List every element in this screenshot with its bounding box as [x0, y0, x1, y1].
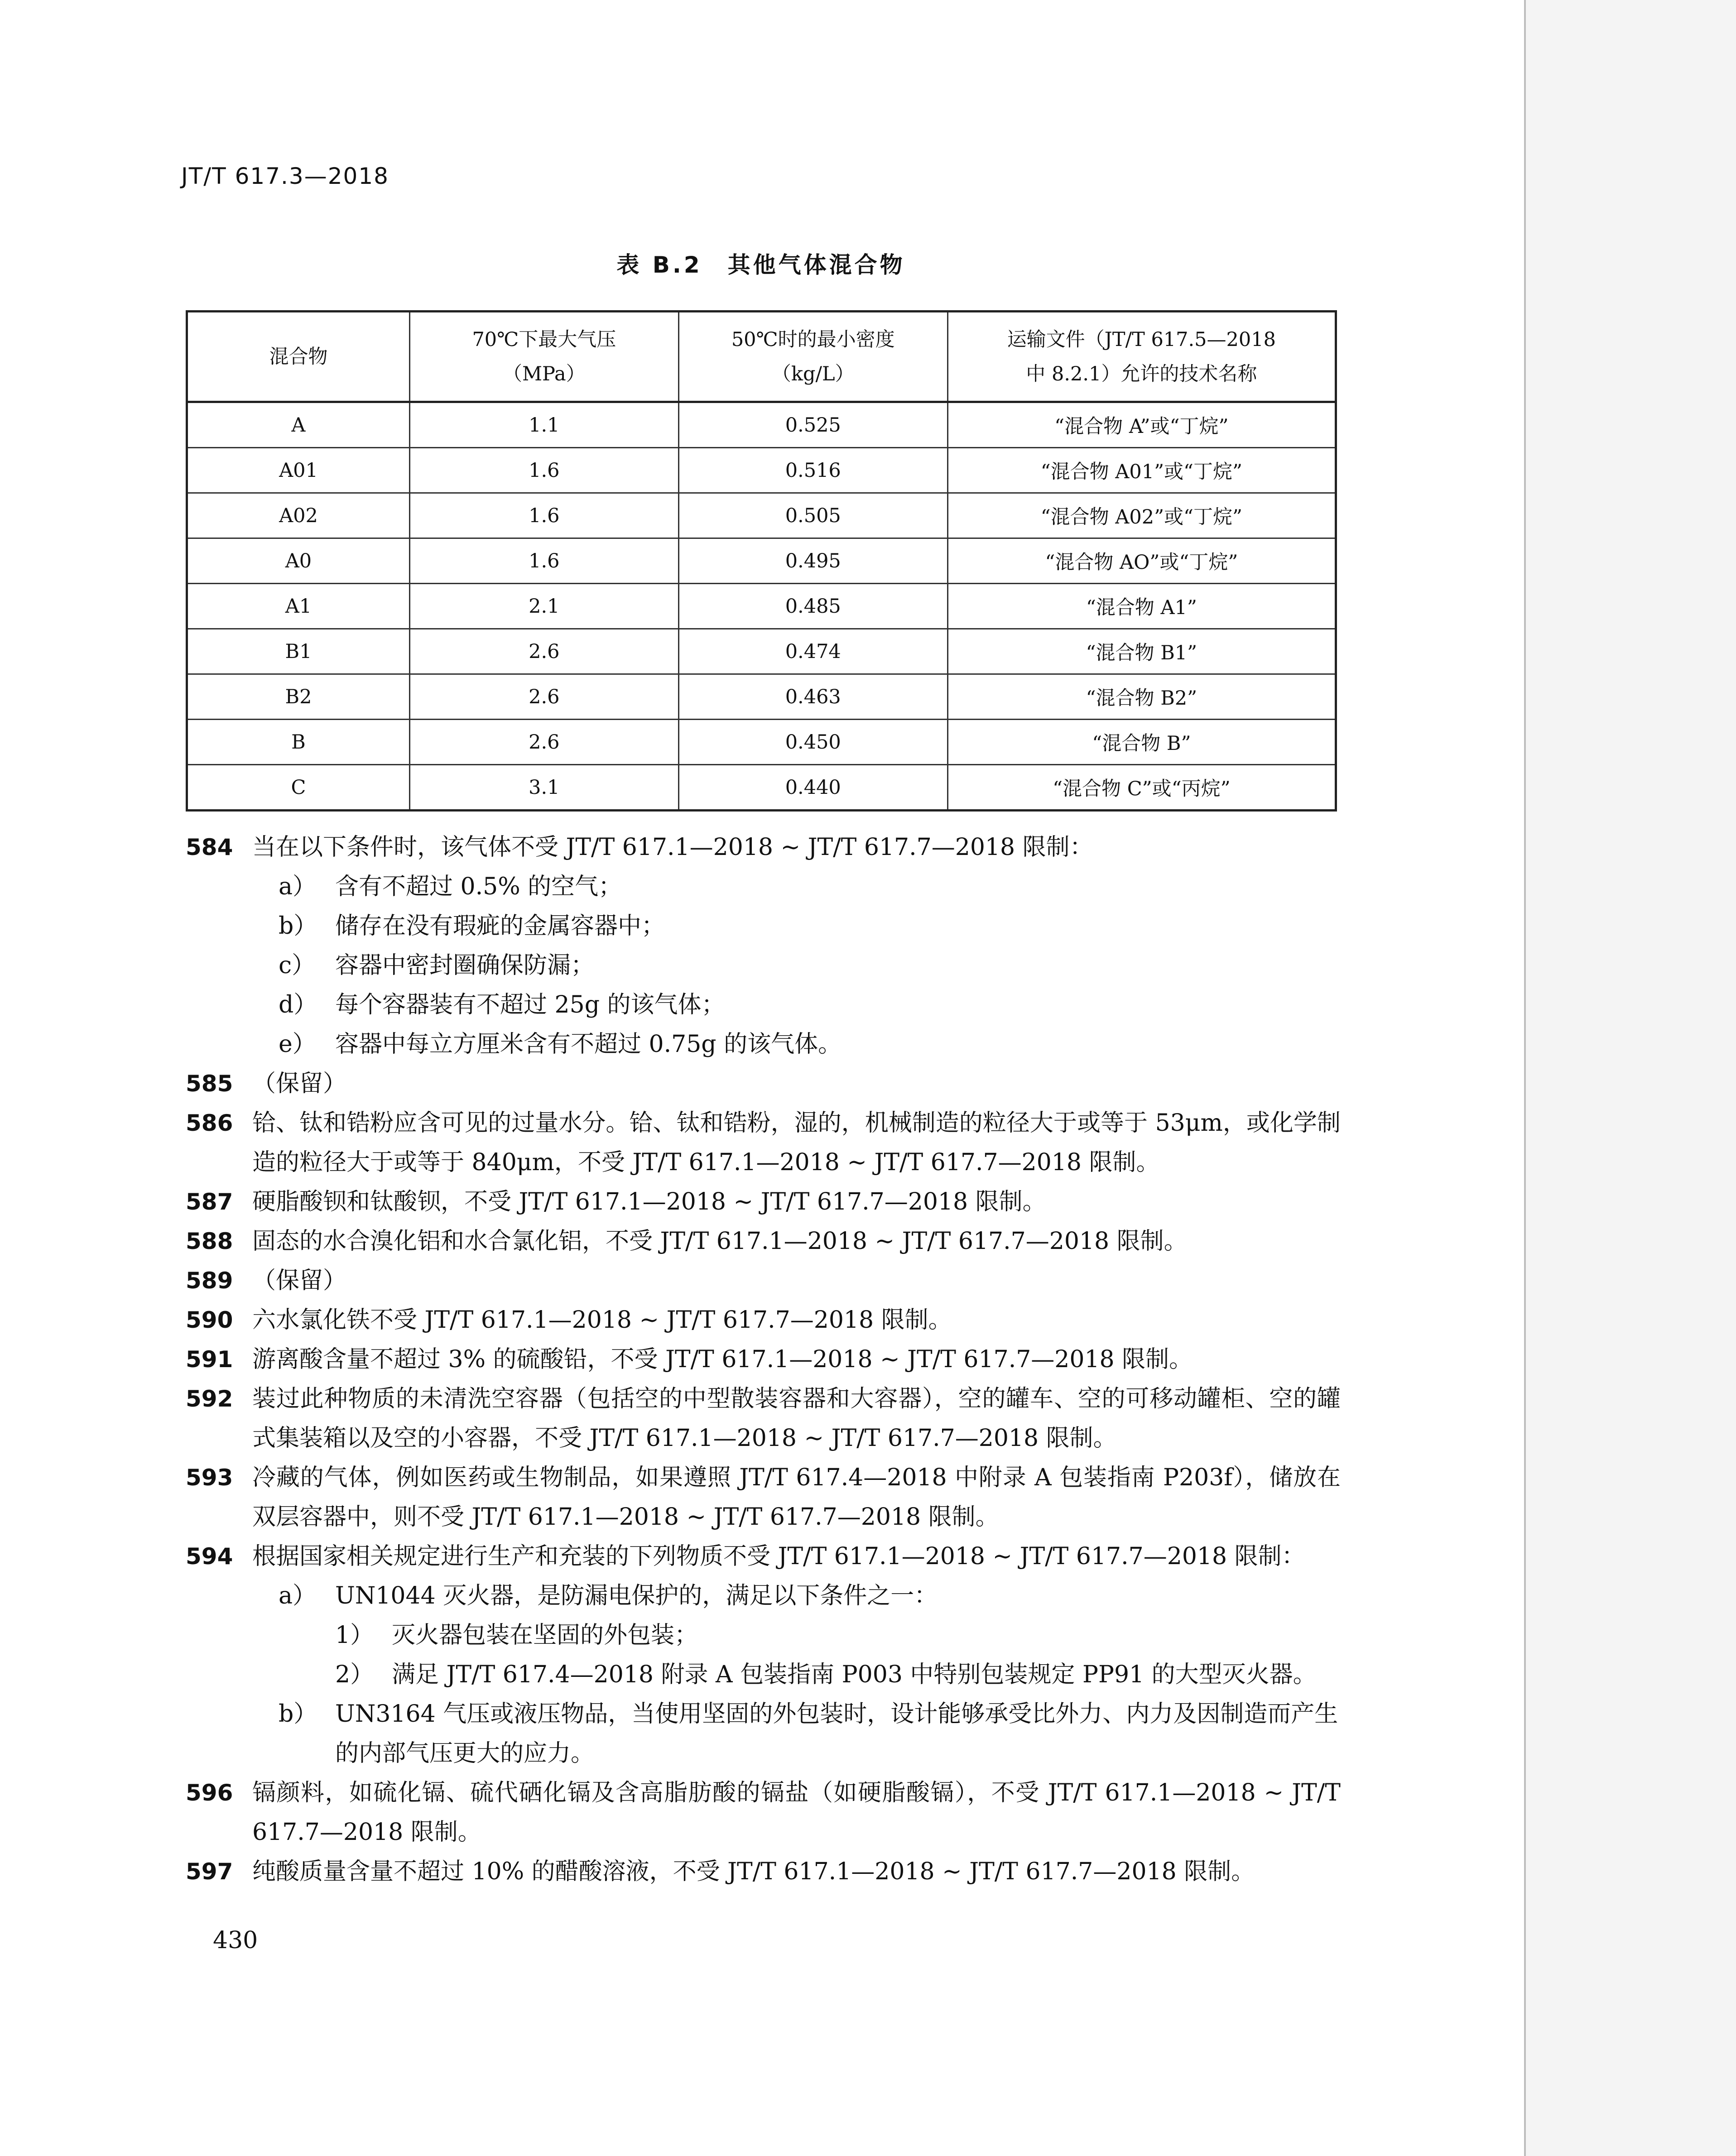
- provision-text: 纯酸质量含量不超过 10% 的醋酸溶液，不受 JT/T 617.1—2018 ~ JT/T 617.7—2018 限制。: [252, 1858, 1255, 1885]
- cell-technical-name: “混合物 A”或“丁烷”: [947, 402, 1336, 448]
- cell-mixture: A1: [187, 584, 410, 629]
- cell-technical-name: “混合物 A01”或“丁烷”: [947, 448, 1336, 493]
- provision-number: 592: [186, 1386, 233, 1412]
- cell-technical-name: “混合物 A1”: [947, 584, 1336, 629]
- table-row: [187, 402, 1336, 448]
- provision-item: [186, 1458, 1341, 1537]
- cell-mixture: A: [187, 402, 410, 448]
- cell-technical-name: “混合物 B2”: [947, 674, 1336, 720]
- provision-item: [186, 828, 1341, 867]
- page-edge-shade: [1526, 0, 1736, 2156]
- subsubitem-text: 满足 JT/T 617.4—2018 附录 A 包装指南 P003 中特别包装规定 PP91 的大型灭火器。: [392, 1661, 1317, 1688]
- provision-number: 591: [186, 1346, 233, 1373]
- provision-item: [186, 1852, 1341, 1892]
- table-row: [187, 720, 1336, 765]
- provision-subitem: [186, 867, 1341, 907]
- provision-subitem: [186, 907, 1341, 946]
- page-edge: [1524, 0, 1526, 2156]
- provision-item: [186, 1301, 1341, 1340]
- provision-item: [186, 1537, 1341, 1576]
- table-row: [187, 493, 1336, 538]
- header-line: 70℃下最大气压: [472, 328, 616, 351]
- cell-max-pressure: 1.1: [409, 402, 678, 448]
- subsubitem-text: 灭火器包装在坚固的外包装；: [392, 1622, 698, 1649]
- cell-mixture: A0: [187, 538, 410, 584]
- provision-subsubitem: [186, 1616, 1341, 1655]
- header-line: 混合物: [269, 345, 328, 368]
- provision-number: 586: [186, 1110, 233, 1136]
- subitem-text: 容器中每立方厘米含有不超过 0.75g 的该气体。: [335, 1031, 842, 1058]
- table-title: 表 B.2 其他气体混合物: [616, 252, 905, 278]
- cell-min-density: 0.463: [678, 674, 947, 720]
- cell-max-pressure: 1.6: [409, 538, 678, 584]
- provision-text: 游离酸含量不超过 3% 的硫酸铅，不受 JT/T 617.1—2018 ~ JT/T 617.7—2018 限制。: [252, 1346, 1193, 1373]
- subitem-marker: e）: [279, 1031, 316, 1058]
- provision-text: 当在以下条件时，该气体不受 JT/T 617.1—2018 ~ JT/T 617.7—2018 限制：: [252, 834, 1093, 861]
- header-cell-technical-name: [947, 312, 1336, 402]
- provision-text: 冷藏的气体，例如医药或生物制品，如果遵照 JT/T 617.4—2018 中附录 A 包装指南 P203f），储放在双层容器中，则不受 JT/T 617.1—2018 ~ JT/T 617.7—2018 限制。: [252, 1464, 1341, 1531]
- provision-number: 590: [186, 1307, 233, 1333]
- special-provisions-list: [186, 828, 1341, 1892]
- cell-mixture: B2: [187, 674, 410, 720]
- provision-subitem: [186, 1576, 1341, 1616]
- table-row: [187, 448, 1336, 493]
- provision-text: 六水氯化铁不受 JT/T 617.1—2018 ~ JT/T 617.7—2018 限制。: [252, 1306, 952, 1334]
- cell-min-density: 0.485: [678, 584, 947, 629]
- provision-subitem: [186, 1025, 1341, 1064]
- cell-mixture: C: [187, 765, 410, 811]
- table-header-row: [187, 312, 1336, 402]
- provision-number: 593: [186, 1465, 233, 1491]
- gas-mixture-table: [186, 310, 1337, 812]
- subitem-marker: a）: [279, 1582, 317, 1609]
- provision-number: 589: [186, 1268, 233, 1294]
- subitem-text: UN1044 灭火器，是防漏电保护的，满足以下条件之一：: [335, 1582, 938, 1609]
- subitem-marker: b）: [279, 1700, 317, 1728]
- subitem-text: 每个容器装有不超过 25g 的该气体；: [335, 991, 725, 1018]
- cell-max-pressure: 2.1: [409, 584, 678, 629]
- table-row: [187, 765, 1336, 811]
- provision-item: [186, 1773, 1341, 1852]
- subitem-marker: c）: [279, 952, 316, 979]
- provision-text: 装过此种物质的未清洗空容器（包括空的中型散装容器和大容器），空的罐车、空的可移动罐柜、空的罐式集装箱以及空的小容器，不受 JT/T 617.1—2018 ~ JT/T 617.7—2018 限制。: [252, 1385, 1341, 1452]
- provision-number: 587: [186, 1189, 233, 1215]
- provision-item: [186, 1340, 1341, 1379]
- table-row: [187, 584, 1336, 629]
- provision-number: 597: [186, 1858, 233, 1885]
- provision-text: 硬脂酸钡和钛酸钡，不受 JT/T 617.1—2018 ~ JT/T 617.7—2018 限制。: [252, 1188, 1046, 1215]
- provision-text: 镉颜料，如硫化镉、硫代硒化镉及含高脂肪酸的镉盐（如硬脂酸镉），不受 JT/T 617.1—2018 ~ JT/T 617.7—2018 限制。: [252, 1779, 1341, 1846]
- provision-subitem: [186, 946, 1341, 985]
- header-line: 运输文件（JT/T 617.5—2018: [1007, 328, 1276, 351]
- cell-max-pressure: 2.6: [409, 720, 678, 765]
- cell-technical-name: “混合物 B1”: [947, 629, 1336, 674]
- cell-mixture: A02: [187, 493, 410, 538]
- table-row: [187, 674, 1336, 720]
- header-line: 中 8.2.1）允许的技术名称: [1026, 362, 1257, 385]
- cell-max-pressure: 2.6: [409, 629, 678, 674]
- provision-text: （保留）: [252, 1070, 347, 1097]
- provision-item: [186, 1222, 1341, 1261]
- header-line: 50℃时的最小密度: [731, 328, 895, 351]
- provision-text: 铪、钛和锆粉应含可见的过量水分。铪、钛和锆粉，湿的，机械制造的粒径大于或等于 53μm，或化学制造的粒径大于或等于 840μm，不受 JT/T 617.1—2018 ~ JT/T 617.7—2018 限制。: [252, 1109, 1341, 1176]
- header-cell-mixture: [187, 312, 410, 402]
- header-cell-min-density: [678, 312, 947, 402]
- cell-max-pressure: 2.6: [409, 674, 678, 720]
- cell-min-density: 0.450: [678, 720, 947, 765]
- subsubitem-marker: 2）: [335, 1661, 374, 1688]
- provision-item: [186, 1182, 1341, 1222]
- provision-subsubitem: [186, 1655, 1341, 1695]
- provision-number: 596: [186, 1780, 233, 1806]
- cell-technical-name: “混合物 AO”或“丁烷”: [947, 538, 1336, 584]
- table-row: [187, 629, 1336, 674]
- provision-subitem: [186, 1695, 1341, 1773]
- cell-min-density: 0.505: [678, 493, 947, 538]
- provision-text: 固态的水合溴化铝和水合氯化铝，不受 JT/T 617.1—2018 ~ JT/T 617.7—2018 限制。: [252, 1228, 1188, 1255]
- page-number: 430: [213, 1927, 258, 1954]
- cell-technical-name: “混合物 C”或“丙烷”: [947, 765, 1336, 811]
- cell-max-pressure: 3.1: [409, 765, 678, 811]
- cell-max-pressure: 1.6: [409, 448, 678, 493]
- header-line: （kg/L）: [771, 362, 855, 385]
- provision-number: 585: [186, 1071, 233, 1097]
- standard-code-header: JT/T 617.3—2018: [181, 163, 389, 189]
- subitem-marker: b）: [279, 912, 317, 940]
- provision-subitem: [186, 985, 1341, 1025]
- cell-technical-name: “混合物 A02”或“丁烷”: [947, 493, 1336, 538]
- cell-max-pressure: 1.6: [409, 493, 678, 538]
- subsubitem-marker: 1）: [335, 1622, 374, 1649]
- cell-mixture: B1: [187, 629, 410, 674]
- cell-technical-name: “混合物 B”: [947, 720, 1336, 765]
- subitem-marker: a）: [279, 873, 317, 900]
- provision-number: 594: [186, 1543, 233, 1570]
- header-line: （MPa）: [503, 362, 586, 385]
- provision-number: 588: [186, 1228, 233, 1254]
- provision-item: [186, 1261, 1341, 1301]
- subitem-text: 容器中密封圈确保防漏；: [335, 952, 595, 979]
- header-cell-max-pressure: [409, 312, 678, 402]
- cell-min-density: 0.440: [678, 765, 947, 811]
- subitem-marker: d）: [279, 991, 317, 1018]
- cell-min-density: 0.516: [678, 448, 947, 493]
- cell-min-density: 0.474: [678, 629, 947, 674]
- cell-mixture: A01: [187, 448, 410, 493]
- subitem-text: UN3164 气压或液压物品，当使用坚固的外包装时，设计能够承受比外力、内力及因制造而产生的内部气压更大的应力。: [335, 1700, 1338, 1767]
- provision-text: 根据国家相关规定进行生产和充装的下列物质不受 JT/T 617.1—2018 ~ JT/T 617.7—2018 限制：: [252, 1543, 1305, 1570]
- cell-mixture: B: [187, 720, 410, 765]
- cell-min-density: 0.495: [678, 538, 947, 584]
- provision-text: （保留）: [252, 1267, 347, 1294]
- cell-min-density: 0.525: [678, 402, 947, 448]
- provision-number: 584: [186, 834, 233, 860]
- provision-item: [186, 1379, 1341, 1458]
- subitem-text: 储存在没有瑕疵的金属容器中；: [335, 912, 665, 940]
- provision-item: [186, 1104, 1341, 1182]
- table-row: [187, 538, 1336, 584]
- subitem-text: 含有不超过 0.5% 的空气；: [335, 873, 622, 900]
- provision-item: [186, 1064, 1341, 1104]
